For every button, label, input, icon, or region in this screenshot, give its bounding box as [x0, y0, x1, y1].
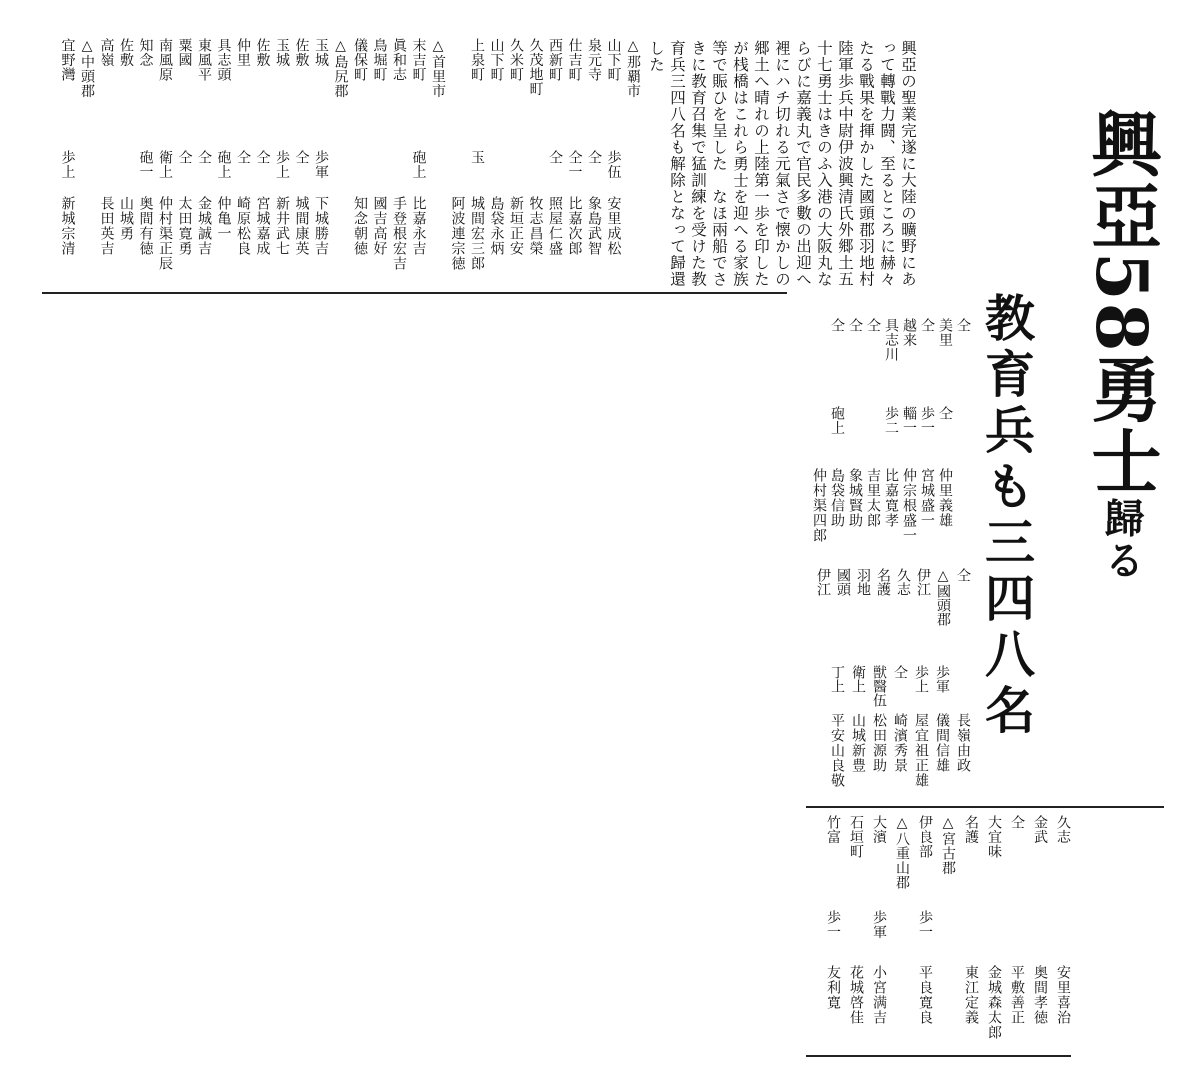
roster-ul-entry-name: 仲亀一 [215, 196, 232, 241]
roster-ul-entry-name: 下城勝吉 [313, 196, 329, 256]
lede-line: 興亞の聖業完遂に大陸の曠野にあ [899, 40, 917, 288]
roster-ul-entry-name: 新城宗清 [59, 196, 76, 256]
kunigami-place: 國頭 [835, 568, 851, 596]
lede-line: 等で賑ひを呈した なほ兩船でさ [710, 40, 728, 288]
roster-mid-entry-name: 比嘉寛孝 [883, 468, 899, 528]
roster-ul-entry-rank: 歩上 [59, 150, 76, 179]
roster-low-entry-name: 東江定義 [963, 965, 979, 1025]
roster-mid-entry-name: 仲村渠四郎 [811, 468, 827, 543]
roster-low-entry-place: △宮古郡 [940, 815, 956, 875]
roster-ul-entry-name: 長田英吉 [98, 196, 115, 256]
roster-mid-entry-rank: 砲上 [829, 406, 845, 435]
roster-ul-entry-place: △那覇市 [625, 38, 641, 98]
kunigami-place: 羽地 [855, 568, 871, 596]
roster-low-entry-name: 小宮满吉 [871, 965, 887, 1025]
roster-ul-entry-rank: 仝 [293, 150, 310, 165]
roster-ul-entry-rank: 衛上 [157, 150, 173, 179]
roster-low-entry-place: 大濱 [871, 815, 887, 844]
roster-ul-entry-name: 比嘉永吉 [410, 196, 427, 256]
roster-low-entry-name: 奥間孝徳 [1032, 965, 1048, 1025]
roster-ul-entry-name: 新井武七 [274, 196, 290, 256]
roster-ul-entry-place: 仲里 [235, 38, 251, 67]
roster-ul-entry-place: 佐敷 [293, 38, 310, 67]
lede-line: って轉戰力闘、至るところに赫々 [878, 40, 896, 288]
roster-ul-entry-place: △島尻郡 [332, 38, 349, 98]
roster-ul-entry-place: 東風平 [196, 38, 212, 82]
roster-low-entry-name: 平敷善正 [1009, 965, 1025, 1025]
roster-ul-entry-name: 安里成松 [605, 196, 622, 256]
roster-ul-entry-name: 金城誠吉 [196, 196, 212, 256]
roster-ul-entry-place: 玉城 [313, 38, 329, 67]
roster-low-entry-place: 久志 [1055, 815, 1071, 844]
roster-ul-entry-rank: 歩軍 [313, 150, 329, 179]
roster-ul-entry-name: 奥間有徳 [137, 196, 154, 256]
roster-mid-entry-name: 島袋信助 [829, 468, 845, 528]
roster-low-entry-place: △八重山郡 [894, 815, 910, 890]
roster-ul-entry-name: 國吉高好 [371, 196, 388, 256]
lede-paragraph [645, 40, 918, 290]
roster-ul-entry-name: 手登根宏吉 [391, 196, 407, 271]
roster-low-entry-place: 伊良部 [917, 815, 933, 859]
roster-mid-entry-name: 仲里義雄 [937, 468, 953, 528]
roster-mid-entry-place: 仝 [919, 318, 935, 333]
roster-ul-entry-place: 知念 [137, 38, 154, 67]
roster-ul-entry-name: 崎原松良 [235, 196, 251, 256]
roster-ul-entry-place: △中頭郡 [79, 38, 95, 98]
roster-ul-entry-name: 象島武智 [586, 196, 602, 256]
kunigami-place: 仝 [955, 568, 971, 582]
roster-mid-entry-place: 仝 [865, 318, 881, 333]
roster-ul-entry-name: 太田寛勇 [176, 196, 193, 256]
roster-mid-entry-name: 吉里太郎 [865, 468, 881, 528]
roster-mid-entry-name: 象城賢助 [847, 468, 863, 528]
divider-upper [42, 292, 787, 294]
roster-low-entry-place: 竹富 [825, 815, 841, 844]
roster-ul-entry-place: 儀保町 [352, 38, 368, 82]
roster-ul-entry-rank: 仝 [196, 150, 212, 165]
lede-line: たる戰果を揮かした國頭郡羽地村 [857, 40, 875, 288]
roster-mid-entry-place: 仝 [955, 318, 971, 333]
roster-ul-entry-place: 眞和志 [391, 38, 407, 82]
lede-line: した [647, 40, 665, 73]
roster-ul-entry-place: 久茂地町 [527, 38, 544, 96]
roster-mid-entry-place: 仝 [829, 318, 845, 333]
roster-mid-entry-rank: 仝 [937, 406, 953, 421]
lede-line: が桟橋はこれら勇士を迎へる家族 [731, 40, 749, 288]
lede-line: 十七勇士はきのふ入港の大阪丸な [815, 40, 833, 288]
roster-ul-entry-name: 比嘉次郎 [566, 196, 583, 256]
roster-ul-entry-name: 阿波連宗徳 [449, 196, 466, 271]
lede-line: 裡にハチ切れる元氣さで懐かしの [773, 40, 791, 288]
roster-low-entry-rank: 歩一 [825, 910, 841, 939]
kunigami-rank: 獣醫伍 [871, 665, 887, 707]
roster-ul-entry-place: △首里市 [430, 38, 446, 98]
roster-kunigami [810, 665, 970, 805]
roster-low-entry-name: 友利寛 [825, 965, 841, 1010]
roster-ul-entry-rank: 玉 [469, 150, 485, 165]
roster-mid-entry-name: 宮城盛一 [919, 468, 935, 528]
roster-low-entry-rank: 歩軍 [871, 910, 887, 939]
roster-ul-entry-name: 知念朝徳 [352, 196, 368, 256]
roster-low-entry-name: 金城森太郎 [986, 965, 1002, 1040]
roster-ul-entry-place: 久米町 [508, 38, 524, 82]
roster-ul-entry-place: 南風原 [157, 38, 173, 82]
roster-low-entry-name: 安里喜治 [1055, 965, 1071, 1025]
headline-main-text: 興亞58勇士 [1080, 108, 1163, 498]
roster-ul-entry-rank: 仝 [547, 150, 563, 165]
roster-ul-entry-place: 具志頭 [215, 38, 232, 82]
roster-ul-entry-rank: 歩伍 [605, 150, 622, 179]
kunigami-place: 久志 [895, 568, 911, 596]
roster-low-entry-name: 平良寛良 [917, 965, 933, 1025]
roster-ul-entry-place: 鳥堀町 [371, 38, 388, 82]
kunigami-rank: 仝 [892, 665, 908, 679]
kunigami-rank: 丁上 [829, 665, 845, 693]
roster-ul-entry-rank: 仝 [586, 150, 602, 165]
kunigami-rank: 歩軍 [934, 665, 950, 693]
roster-mid-entry-place: 越来 [901, 318, 917, 347]
kunigami-place: △國頭郡 [935, 568, 951, 626]
roster-ul-entry-place: 粟國 [176, 38, 193, 67]
roster-mid-entry-rank: 歩一 [919, 406, 935, 435]
roster-ul-entry-place: 高嶺 [98, 38, 115, 67]
roster-ul-entry-rank: 砲上 [410, 150, 427, 179]
lede-line: らびに嘉義丸で官民多數の出迎へ [794, 40, 812, 288]
roster-ul-entry-place: 佐敷 [254, 38, 271, 67]
roster-ul-entry-place: 泉元寺 [586, 38, 602, 82]
roster-low-entry-place: 石垣町 [848, 815, 864, 859]
lede-line: 郷土へ晴れの上陸第一歩を印した [752, 40, 770, 288]
roster-ul-entry-rank: 仝 [176, 150, 193, 165]
roster-ul-entry-place: 佐敷 [118, 38, 134, 67]
roster-ul-entry-rank: 砲一 [137, 150, 154, 179]
roster-ul-entry-rank: 砲上 [215, 150, 232, 179]
roster-low-entry-rank: 歩一 [917, 910, 933, 939]
roster-ul-entry-place: 末吉町 [410, 38, 427, 82]
roster-middle [810, 318, 970, 568]
kunigami-name: 平安山良敬 [829, 713, 845, 788]
roster-upper-left [40, 38, 640, 288]
roster-mid-entry-place: 美里 [937, 318, 953, 347]
roster-ul-entry-place: 宜野灣 [59, 38, 76, 82]
kunigami-place: 伊江 [915, 568, 931, 596]
lede-line: 育兵三四八名も解除となって歸還 [668, 40, 686, 288]
roster-ul-entry-name: 牧志昌榮 [527, 196, 544, 256]
roster-ul-entry-name: 仲村渠正辰 [157, 196, 173, 271]
lede-line: 陸軍歩兵中尉伊波興清氏外郷土五 [836, 40, 854, 288]
roster-ul-entry-place: 西新町 [547, 38, 563, 82]
roster-mid-entry-name: 仲宗根盛一 [901, 468, 917, 543]
roster-low-entry-place: 仝 [1009, 815, 1025, 830]
roster-kunigami-places [810, 568, 970, 638]
kunigami-name: 長嶺由政 [955, 713, 971, 773]
divider-right [806, 806, 1164, 808]
roster-ul-entry-name: 宮城嘉成 [254, 196, 271, 256]
kunigami-name: 松田源助 [871, 713, 887, 773]
roster-ul-entry-name: 城間宏三郎 [469, 196, 485, 271]
kunigami-rank: 衛上 [850, 665, 866, 693]
lede-line: きに教育召集で猛訓練を受けた教 [689, 40, 707, 288]
headline-suffix: 歸る [1098, 497, 1145, 582]
roster-low-entry-name: 花城啓佳 [848, 965, 864, 1025]
kunigami-place: 伊江 [815, 568, 831, 596]
divider-bottom [806, 1055, 1071, 1057]
roster-ul-entry-rank: 仝 [235, 150, 251, 165]
kunigami-rank: 歩上 [913, 665, 929, 693]
roster-low-entry-place: 名護 [963, 815, 979, 844]
roster-ul-entry-name: 島袋永炳 [488, 196, 505, 256]
roster-mid-entry-place: 仝 [847, 318, 863, 333]
roster-ul-entry-place: 上泉町 [469, 38, 485, 82]
roster-ul-entry-rank: 仝一 [566, 150, 583, 179]
kunigami-name: 崎濱秀景 [892, 713, 908, 773]
roster-lower [810, 815, 1070, 1050]
roster-low-entry-place: 金武 [1032, 815, 1048, 844]
roster-ul-entry-place: 仕吉町 [566, 38, 583, 82]
kunigami-name: 儀間信雄 [934, 713, 950, 773]
roster-mid-entry-rank: 歩二 [883, 406, 899, 435]
roster-ul-entry-name: 城間康英 [293, 196, 310, 256]
roster-low-entry-place: 大宜味 [986, 815, 1002, 859]
roster-ul-entry-name: 山城勇 [118, 196, 134, 241]
kunigami-place: 名護 [875, 568, 891, 596]
headline-sub: 教育兵も三四八名 [977, 292, 1036, 740]
roster-ul-entry-place: 山下町 [488, 38, 505, 82]
roster-ul-entry-rank: 歩上 [274, 150, 290, 179]
kunigami-name: 山城新豊 [850, 713, 866, 773]
roster-ul-entry-name: 新垣正安 [508, 196, 524, 256]
headline-main [1080, 108, 1163, 582]
kunigami-name: 屋宜祖正雄 [913, 713, 929, 788]
roster-mid-entry-place: 具志川 [883, 318, 899, 362]
roster-mid-entry-rank: 輜一 [901, 406, 917, 435]
roster-ul-entry-rank: 仝 [254, 150, 271, 165]
roster-ul-entry-name: 照屋仁盛 [547, 196, 563, 256]
roster-ul-entry-place: 玉城 [274, 38, 290, 67]
roster-ul-entry-place: 山下町 [605, 38, 622, 82]
